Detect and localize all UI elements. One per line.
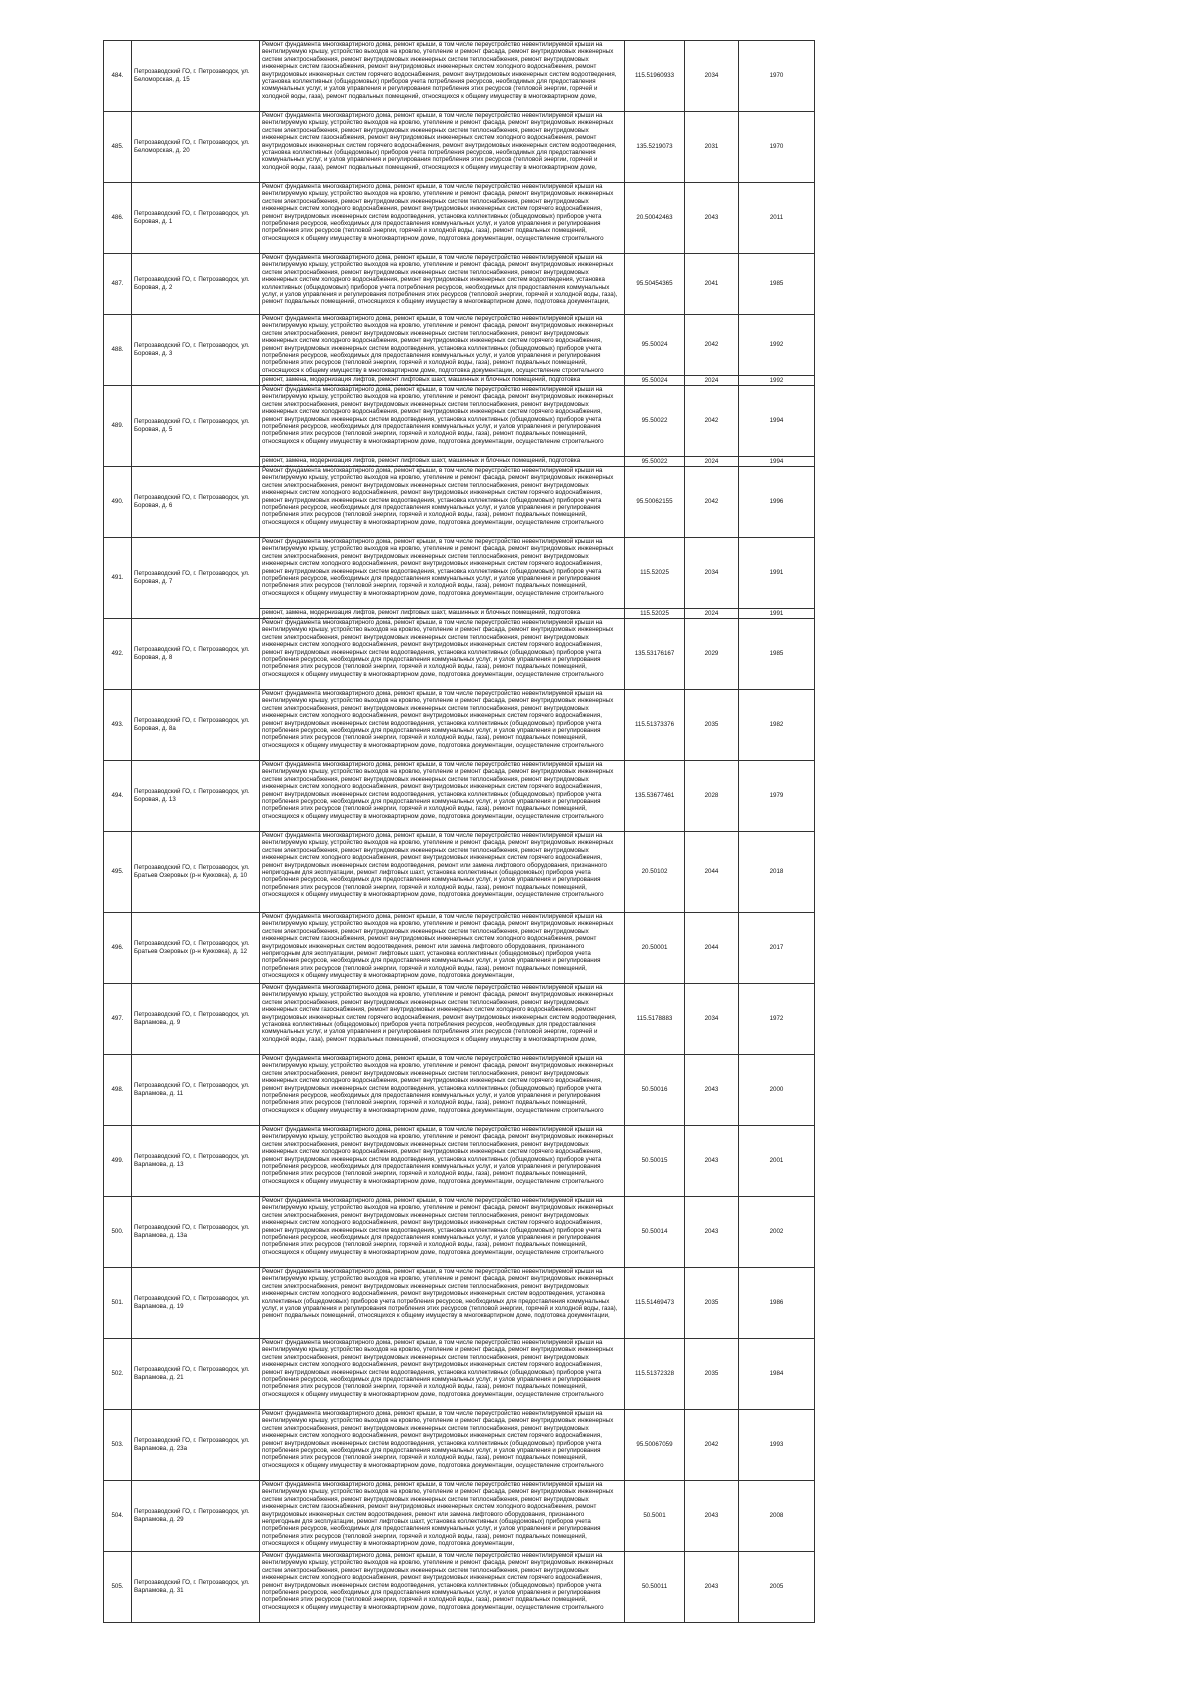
cost-cell: 115.51960933 — [625, 41, 685, 112]
planned-year-cell: 2043 — [685, 1055, 739, 1126]
work-description-cell — [260, 112, 625, 183]
work-description-text: Ремонт фундамента многоквартирного дома, ремонт крыши, в том числе переустройство невентилируемой крыши на вентилируемую крышу, устройство выходов на кровлю, утепление и ремонт фасада, ремонт внутридомовых инженерных систем электроснабжения, ремонт внутридомовых инженерных систем теплоснабжения, ремонт внутридомовых инженерных систем газоснабжения, ремонт внутридомовых инженерных систем холодного водоснабжения, ремонт внутридомовых инженерных систем горячего водоснабжения, ремонт внутридомовых инженерных систем водоотведения, установка коллективных (общедомовых) приборов учета потребления ресурсов, необходимых для предоставления коммунальных услуг, и узлов управления и регулирования потребления этих ресурсов (тепловой энергии, горячей и холодной воды, газа), ремонт подвальных помещений, относящихся к общему имуществу в многоквартирном доме, — [262, 112, 617, 171]
row-number: 492. — [104, 619, 132, 690]
planned-year-cell: 2034 — [685, 538, 739, 609]
work-description-text: Ремонт фундамента многоквартирного дома, ремонт крыши, в том числе переустройство невентилируемой крыши на вентилируемую крышу, устройство выходов на кровлю, утепление и ремонт фасада, ремонт внутридомовых инженерных систем электроснабжения, ремонт внутридомовых инженерных систем теплоснабжения, ремонт внутридомовых инженерных систем холодного водоснабжения, ремонт внутридомовых инженерных систем водоотведения, установка коллективных (общедомовых) приборов учета потребления ресурсов, необходимых для предоставления коммунальных услуг, и узлов управления и регулирования потребления этих ресурсов (тепловой энергии, горячей и холодной воды, газа), ремонт подвальных помещений, относящихся к общему имуществу в многоквартирном доме, подготовка документации, — [262, 1268, 618, 1320]
build-year-cell: 2005 — [739, 1552, 815, 1623]
work-description-cell — [260, 315, 625, 376]
cost-cell: 50.50014 — [625, 1197, 685, 1268]
cost-cell: 115.52025 — [625, 609, 685, 619]
row-number: 502. — [104, 1339, 132, 1410]
cost-cell: 115.5178883 — [625, 984, 685, 1055]
work-description-text: Ремонт фундамента многоквартирного дома, ремонт крыши, в том числе переустройство невентилируемой крыши на вентилируемую крышу, устройство выходов на кровлю, утепление и ремонт фасада, ремонт внутридомовых инженерных систем электроснабжения, ремонт внутридомовых инженерных систем теплоснабжения, ремонт внутридомовых инженерных систем холодного водоснабжения, ремонт внутридомовых инженерных систем горячего водоснабжения, ремонт внутридомовых инженерных систем водоотведения, установка коллективных (общедомовых) приборов учета потребления ресурсов, необходимых для предоставления коммунальных услуг, и узлов управления и регулирования потребления этих ресурсов (тепловой энергии, горячей и холодной воды, газа), ремонт подвальных помещений, относящихся к общему имуществу в многоквартирном доме, подготовка документации, осуществление строительного — [262, 315, 614, 374]
address-cell: Петрозаводский ГО, г. Петрозаводск, ул. Боровая, д. 3 — [132, 315, 260, 386]
build-year-cell: 1991 — [739, 538, 815, 609]
build-year-cell: 2001 — [739, 1126, 815, 1197]
build-year-cell: 1992 — [739, 376, 815, 386]
work-description-text: Ремонт фундамента многоквартирного дома, ремонт крыши, в том числе переустройство невентилируемой крыши на вентилируемую крышу, устройство выходов на кровлю, утепление и ремонт фасада, ремонт внутридомовых инженерных систем электроснабжения, ремонт внутридомовых инженерных систем теплоснабжения, ремонт внутридомовых инженерных систем холодного водоснабжения, ремонт внутридомовых инженерных систем горячего водоснабжения, ремонт внутридомовых инженерных систем водоотведения, ремонт или замена лифтового оборудования, признанного непригодным для эксплуатации, ремонт лифтовых шахт, установка коллективных (общедомовых) приборов учета потребления ресурсов, необходимых для предоставления коммунальных услуг, и узлов управления и регулирования потребления этих ресурсов (тепловой энергии, горячей и холодной воды, газа), ремонт подвальных помещений, относящихся к общему имуществу в многоквартирном доме, подготовка документации, осуществление строительного — [262, 832, 614, 899]
work-description-cell — [260, 1268, 625, 1339]
table-row — [104, 1410, 815, 1481]
row-number: 503. — [104, 1410, 132, 1481]
work-description-text: Ремонт фундамента многоквартирного дома, ремонт крыши, в том числе переустройство невентилируемой крыши на вентилируемую крышу, устройство выходов на кровлю, утепление и ремонт фасада, ремонт внутридомовых инженерных систем электроснабжения, ремонт внутридомовых инженерных систем теплоснабжения, ремонт внутридомовых инженерных систем холодного водоснабжения, ремонт внутридомовых инженерных систем горячего водоснабжения, ремонт внутридомовых инженерных систем водоотведения, установка коллективных (общедомовых) приборов учета потребления ресурсов, необходимых для предоставления коммунальных услуг, и узлов управления и регулирования потребления этих ресурсов (тепловой энергии, горячей и холодной воды, газа), ремонт подвальных помещений, относящихся к общему имуществу в многоквартирном доме, подготовка документации, осуществление строительного — [262, 690, 614, 749]
row-number: 487. — [104, 254, 132, 315]
build-year-cell: 2018 — [739, 832, 815, 913]
planned-year-cell: 2034 — [685, 41, 739, 112]
row-number: 495. — [104, 832, 132, 913]
work-description-text: Ремонт фундамента многоквартирного дома, ремонт крыши, в том числе переустройство невентилируемой крыши на вентилируемую крышу, устройство выходов на кровлю, утепление и ремонт фасада, ремонт внутридомовых инженерных систем электроснабжения, ремонт внутридомовых инженерных систем теплоснабжения, ремонт внутридомовых инженерных систем холодного водоснабжения, ремонт внутридомовых инженерных систем горячего водоснабжения, ремонт внутридомовых инженерных систем водоотведения, установка коллективных (общедомовых) приборов учета потребления ресурсов, необходимых для предоставления коммунальных услуг, и узлов управления и регулирования потребления этих ресурсов (тепловой энергии, горячей и холодной воды, газа), ремонт подвальных помещений, относящихся к общему имуществу в многоквартирном доме, подготовка документации, осуществление строительного — [262, 1197, 614, 1256]
address-cell: Петрозаводский ГО, г. Петрозаводск, ул. Братьев Озеровых (р-н Кукковка), д. 10 — [132, 832, 260, 913]
table-row — [104, 1552, 815, 1623]
work-description-text: Ремонт фундамента многоквартирного дома, ремонт крыши, в том числе переустройство невентилируемой крыши на вентилируемую крышу, устройство выходов на кровлю, утепление и ремонт фасада, ремонт внутридомовых инженерных систем электроснабжения, ремонт внутридомовых инженерных систем теплоснабжения, ремонт внутридомовых инженерных систем холодного водоснабжения, ремонт внутридомовых инженерных систем горячего водоснабжения, ремонт внутридомовых инженерных систем водоотведения, установка коллективных (общедомовых) приборов учета потребления ресурсов, необходимых для предоставления коммунальных услуг, и узлов управления и регулирования потребления этих ресурсов (тепловой энергии, горячей и холодной воды, газа), ремонт подвальных помещений, относящихся к общему имуществу в многоквартирном доме, подготовка документации, осуществление строительного — [262, 386, 614, 445]
row-number: 489. — [104, 386, 132, 467]
address-cell: Петрозаводский ГО, г. Петрозаводск, ул. Братьев Озеровых (р-н Кукковка), д. 12 — [132, 913, 260, 984]
build-year-cell: 1985 — [739, 254, 815, 315]
planned-year-cell: 2043 — [685, 1126, 739, 1197]
address-cell: Петрозаводский ГО, г. Петрозаводск, ул. Варламова, д. 13 — [132, 1126, 260, 1197]
planned-year-cell: 2028 — [685, 761, 739, 832]
lift-work-cell — [260, 609, 625, 619]
address-cell: Петрозаводский ГО, г. Петрозаводск, ул. Боровая, д. 5 — [132, 386, 260, 467]
work-description-text: Ремонт фундамента многоквартирного дома, ремонт крыши, в том числе переустройство невентилируемой крыши на вентилируемую крышу, устройство выходов на кровлю, утепление и ремонт фасада, ремонт внутридомовых инженерных систем электроснабжения, ремонт внутридомовых инженерных систем теплоснабжения, ремонт внутридомовых инженерных систем газоснабжения, ремонт внутридомовых инженерных систем холодного водоснабжения, ремонт внутридомовых инженерных систем водоотведения, ремонт или замена лифтового оборудования, признанного непригодным для эксплуатации, ремонт лифтовых шахт, установка коллективных (общедомовых) приборов учета потребления ресурсов, необходимых для предоставления коммунальных услуг, и узлов управления и регулирования потребления этих ресурсов (тепловой энергии, горячей и холодной воды, газа), ремонт подвальных помещений, относящихся к общему имуществу в многоквартирном доме, подготовка документации, — [262, 913, 614, 980]
row-number: 494. — [104, 761, 132, 832]
address-cell: Петрозаводский ГО, г. Петрозаводск, ул. Варламова, д. 11 — [132, 1055, 260, 1126]
work-description-cell — [260, 984, 625, 1055]
planned-year-cell: 2043 — [685, 1197, 739, 1268]
cost-cell: 115.51372328 — [625, 1339, 685, 1410]
build-year-cell: 2000 — [739, 1055, 815, 1126]
cost-cell: 95.50022 — [625, 457, 685, 467]
work-description-cell — [260, 538, 625, 609]
cost-cell: 50.5001 — [625, 1481, 685, 1552]
table-row — [104, 913, 815, 984]
row-number: 484. — [104, 41, 132, 112]
lift-work-text: ремонт, замена, модернизация лифтов, ремонт лифтовых шахт, машинных и блочных помещений, подготовка — [262, 609, 581, 616]
cost-cell: 20.50102 — [625, 832, 685, 913]
cost-cell: 50.50016 — [625, 1055, 685, 1126]
work-description-text: Ремонт фундамента многоквартирного дома, ремонт крыши, в том числе переустройство невентилируемой крыши на вентилируемую крышу, устройство выходов на кровлю, утепление и ремонт фасада, ремонт внутридомовых инженерных систем электроснабжения, ремонт внутридомовых инженерных систем теплоснабжения, ремонт внутридомовых инженерных систем холодного водоснабжения, ремонт внутридомовых инженерных систем водоотведения, установка коллективных (общедомовых) приборов учета потребления ресурсов, необходимых для предоставления коммунальных услуг, и узлов управления и регулирования потребления этих ресурсов (тепловой энергии, горячей и холодной воды, газа), ремонт подвальных помещений, относящихся к общему имуществу в многоквартирном доме, подготовка документации, — [262, 254, 618, 306]
cost-cell: 20.50042463 — [625, 183, 685, 254]
build-year-cell: 1970 — [739, 112, 815, 183]
cost-cell: 20.50001 — [625, 913, 685, 984]
lift-work-cell — [260, 376, 625, 386]
work-description-cell — [260, 913, 625, 984]
row-number: 504. — [104, 1481, 132, 1552]
work-description-cell — [260, 467, 625, 538]
table-row — [104, 1339, 815, 1410]
address-cell: Петрозаводский ГО, г. Петрозаводск, ул. Варламова, д. 29 — [132, 1481, 260, 1552]
table-row — [104, 538, 815, 609]
planned-year-cell: 2044 — [685, 913, 739, 984]
row-number: 500. — [104, 1197, 132, 1268]
table-row — [104, 1268, 815, 1339]
planned-year-cell: 2029 — [685, 619, 739, 690]
planned-year-cell: 2042 — [685, 467, 739, 538]
planned-year-cell: 2042 — [685, 1410, 739, 1481]
cost-cell: 50.50015 — [625, 1126, 685, 1197]
works-table — [103, 40, 815, 1623]
planned-year-cell: 2042 — [685, 315, 739, 376]
table-body — [104, 41, 815, 1623]
cost-cell: 95.50067059 — [625, 1410, 685, 1481]
table-row — [104, 183, 815, 254]
table-row — [104, 1197, 815, 1268]
build-year-cell: 1970 — [739, 41, 815, 112]
address-cell: Петрозаводский ГО, г. Петрозаводск, ул. Боровая, д. 8 — [132, 619, 260, 690]
work-description-cell — [260, 761, 625, 832]
work-description-cell — [260, 1339, 625, 1410]
work-description-cell — [260, 1055, 625, 1126]
row-number: 496. — [104, 913, 132, 984]
table-row — [104, 386, 815, 457]
row-number: 485. — [104, 112, 132, 183]
row-number: 498. — [104, 1055, 132, 1126]
table-row — [104, 315, 815, 376]
table-row — [104, 1055, 815, 1126]
row-number: 501. — [104, 1268, 132, 1339]
table-row — [104, 1126, 815, 1197]
work-description-text: Ремонт фундамента многоквартирного дома, ремонт крыши, в том числе переустройство невентилируемой крыши на вентилируемую крышу, устройство выходов на кровлю, утепление и ремонт фасада, ремонт внутридомовых инженерных систем электроснабжения, ремонт внутридомовых инженерных систем теплоснабжения, ремонт внутридомовых инженерных систем холодного водоснабжения, ремонт внутридомовых инженерных систем горячего водоснабжения, ремонт внутридомовых инженерных систем водоотведения, установка коллективных (общедомовых) приборов учета потребления ресурсов, необходимых для предоставления коммунальных услуг, и узлов управления и регулирования потребления этих ресурсов (тепловой энергии, горячей и холодной воды, газа), ремонт подвальных помещений, относящихся к общему имуществу в многоквартирном доме, подготовка документации, осуществление строительного — [262, 1126, 614, 1185]
cost-cell: 115.52025 — [625, 538, 685, 609]
table-row — [104, 112, 815, 183]
build-year-cell: 1985 — [739, 619, 815, 690]
lift-work-text: ремонт, замена, модернизация лифтов, ремонт лифтовых шахт, машинных и блочных помещений, подготовка — [262, 457, 581, 464]
table-row — [104, 467, 815, 538]
work-description-text: Ремонт фундамента многоквартирного дома, ремонт крыши, в том числе переустройство невентилируемой крыши на вентилируемую крышу, устройство выходов на кровлю, утепление и ремонт фасада, ремонт внутридомовых инженерных систем электроснабжения, ремонт внутридомовых инженерных систем теплоснабжения, ремонт внутридомовых инженерных систем холодного водоснабжения, ремонт внутридомовых инженерных систем горячего водоснабжения, ремонт внутридомовых инженерных систем водоотведения, установка коллективных (общедомовых) приборов учета потребления ресурсов, необходимых для предоставления коммунальных услуг, и узлов управления и регулирования потребления этих ресурсов (тепловой энергии, горячей и холодной воды, газа), ремонт подвальных помещений, относящихся к общему имуществу в многоквартирном доме, подготовка документации, осуществление строительного — [262, 1552, 614, 1611]
build-year-cell: 1994 — [739, 457, 815, 467]
address-cell: Петрозаводский ГО, г. Петрозаводск, ул. Варламова, д. 23а — [132, 1410, 260, 1481]
cost-cell: 95.50024 — [625, 376, 685, 386]
cost-cell: 50.50011 — [625, 1552, 685, 1623]
planned-year-cell: 2035 — [685, 1268, 739, 1339]
planned-year-cell: 2035 — [685, 690, 739, 761]
cost-cell: 95.50454365 — [625, 254, 685, 315]
planned-year-cell: 2031 — [685, 112, 739, 183]
table-row — [104, 1481, 815, 1552]
build-year-cell: 1993 — [739, 1410, 815, 1481]
address-cell: Петрозаводский ГО, г. Петрозаводск, ул. Боровая, д. 13 — [132, 761, 260, 832]
row-number: 491. — [104, 538, 132, 619]
planned-year-cell: 2043 — [685, 1552, 739, 1623]
build-year-cell: 2002 — [739, 1197, 815, 1268]
work-description-cell — [260, 1481, 625, 1552]
row-number: 486. — [104, 183, 132, 254]
address-cell: Петрозаводский ГО, г. Петрозаводск, ул. Беломорская, д. 15 — [132, 41, 260, 112]
work-description-cell — [260, 1126, 625, 1197]
address-cell: Петрозаводский ГО, г. Петрозаводск, ул. Боровая, д. 2 — [132, 254, 260, 315]
work-description-cell — [260, 386, 625, 457]
work-description-cell — [260, 41, 625, 112]
row-number: 488. — [104, 315, 132, 386]
row-number: 499. — [104, 1126, 132, 1197]
build-year-cell: 2017 — [739, 913, 815, 984]
planned-year-cell: 2042 — [685, 386, 739, 457]
table-row — [104, 761, 815, 832]
address-cell: Петрозаводский ГО, г. Петрозаводск, ул. Варламова, д. 9 — [132, 984, 260, 1055]
address-cell: Петрозаводский ГО, г. Петрозаводск, ул. Варламова, д. 13а — [132, 1197, 260, 1268]
work-description-text: Ремонт фундамента многоквартирного дома, ремонт крыши, в том числе переустройство невентилируемой крыши на вентилируемую крышу, устройство выходов на кровлю, утепление и ремонт фасада, ремонт внутридомовых инженерных систем электроснабжения, ремонт внутридомовых инженерных систем теплоснабжения, ремонт внутридомовых инженерных систем холодного водоснабжения, ремонт внутридомовых инженерных систем горячего водоснабжения, ремонт внутридомовых инженерных систем водоотведения, установка коллективных (общедомовых) приборов учета потребления ресурсов, необходимых для предоставления коммунальных услуг, и узлов управления и регулирования потребления этих ресурсов (тепловой энергии, горячей и холодной воды, газа), ремонт подвальных помещений, относящихся к общему имуществу в многоквартирном доме, подготовка документации, осуществление строительного — [262, 183, 614, 242]
table-row — [104, 41, 815, 112]
build-year-cell: 2008 — [739, 1481, 815, 1552]
row-number: 493. — [104, 690, 132, 761]
work-description-text: Ремонт фундамента многоквартирного дома, ремонт крыши, в том числе переустройство невентилируемой крыши на вентилируемую крышу, устройство выходов на кровлю, утепление и ремонт фасада, ремонт внутридомовых инженерных систем электроснабжения, ремонт внутридомовых инженерных систем теплоснабжения, ремонт внутридомовых инженерных систем холодного водоснабжения, ремонт внутридомовых инженерных систем горячего водоснабжения, ремонт внутридомовых инженерных систем водоотведения, установка коллективных (общедомовых) приборов учета потребления ресурсов, необходимых для предоставления коммунальных услуг, и узлов управления и регулирования потребления этих ресурсов (тепловой энергии, горячей и холодной воды, газа), ремонт подвальных помещений, относящихся к общему имуществу в многоквартирном доме, подготовка документации, осуществление строительного — [262, 1410, 614, 1469]
row-number: 505. — [104, 1552, 132, 1623]
cost-cell: 115.51469473 — [625, 1268, 685, 1339]
address-cell: Петрозаводский ГО, г. Петрозаводск, ул. Варламова, д. 21 — [132, 1339, 260, 1410]
table-row — [104, 984, 815, 1055]
lift-work-cell — [260, 457, 625, 467]
planned-year-cell: 2044 — [685, 832, 739, 913]
planned-year-cell: 2043 — [685, 183, 739, 254]
planned-year-cell: 2024 — [685, 376, 739, 386]
cost-cell: 95.50024 — [625, 315, 685, 376]
build-year-cell: 1979 — [739, 761, 815, 832]
address-cell: Петрозаводский ГО, г. Петрозаводск, ул. Боровая, д. 8а — [132, 690, 260, 761]
work-description-text: Ремонт фундамента многоквартирного дома, ремонт крыши, в том числе переустройство невентилируемой крыши на вентилируемую крышу, устройство выходов на кровлю, утепление и ремонт фасада, ремонт внутридомовых инженерных систем электроснабжения, ремонт внутридомовых инженерных систем теплоснабжения, ремонт внутридомовых инженерных систем холодного водоснабжения, ремонт внутридомовых инженерных систем горячего водоснабжения, ремонт внутридомовых инженерных систем водоотведения, установка коллективных (общедомовых) приборов учета потребления ресурсов, необходимых для предоставления коммунальных услуг, и узлов управления и регулирования потребления этих ресурсов (тепловой энергии, горячей и холодной воды, газа), ремонт подвальных помещений, относящихся к общему имуществу в многоквартирном доме, подготовка документации, осуществление строительного — [262, 1055, 614, 1114]
address-cell: Петрозаводский ГО, г. Петрозаводск, ул. Беломорская, д. 20 — [132, 112, 260, 183]
row-number: 490. — [104, 467, 132, 538]
build-year-cell: 1972 — [739, 984, 815, 1055]
address-cell: Петрозаводский ГО, г. Петрозаводск, ул. Боровая, д. 6 — [132, 467, 260, 538]
planned-year-cell: 2024 — [685, 609, 739, 619]
table-row — [104, 619, 815, 690]
work-description-cell — [260, 832, 625, 913]
build-year-cell: 1984 — [739, 1339, 815, 1410]
build-year-cell: 1986 — [739, 1268, 815, 1339]
address-cell: Петрозаводский ГО, г. Петрозаводск, ул. Боровая, д. 7 — [132, 538, 260, 619]
work-description-cell — [260, 183, 625, 254]
table-row — [104, 690, 815, 761]
cost-cell: 115.51373376 — [625, 690, 685, 761]
lift-work-text: ремонт, замена, модернизация лифтов, ремонт лифтовых шахт, машинных и блочных помещений, подготовка — [262, 376, 581, 383]
build-year-cell: 1991 — [739, 609, 815, 619]
address-cell: Петрозаводский ГО, г. Петрозаводск, ул. Боровая, д. 1 — [132, 183, 260, 254]
build-year-cell: 1982 — [739, 690, 815, 761]
build-year-cell: 1996 — [739, 467, 815, 538]
build-year-cell: 1992 — [739, 315, 815, 376]
table-row — [104, 832, 815, 913]
work-description-text: Ремонт фундамента многоквартирного дома, ремонт крыши, в том числе переустройство невентилируемой крыши на вентилируемую крышу, устройство выходов на кровлю, утепление и ремонт фасада, ремонт внутридомовых инженерных систем электроснабжения, ремонт внутридомовых инженерных систем теплоснабжения, ремонт внутридомовых инженерных систем холодного водоснабжения, ремонт внутридомовых инженерных систем горячего водоснабжения, ремонт внутридомовых инженерных систем водоотведения, установка коллективных (общедомовых) приборов учета потребления ресурсов, необходимых для предоставления коммунальных услуг, и узлов управления и регулирования потребления этих ресурсов (тепловой энергии, горячей и холодной воды, газа), ремонт подвальных помещений, относящихся к общему имуществу в многоквартирном доме, подготовка документации, осуществление строительного — [262, 761, 614, 820]
work-description-text: Ремонт фундамента многоквартирного дома, ремонт крыши, в том числе переустройство невентилируемой крыши на вентилируемую крышу, устройство выходов на кровлю, утепление и ремонт фасада, ремонт внутридомовых инженерных систем электроснабжения, ремонт внутридомовых инженерных систем теплоснабжения, ремонт внутридомовых инженерных систем холодного водоснабжения, ремонт внутридомовых инженерных систем горячего водоснабжения, ремонт внутридомовых инженерных систем водоотведения, установка коллективных (общедомовых) приборов учета потребления ресурсов, необходимых для предоставления коммунальных услуг, и узлов управления и регулирования потребления этих ресурсов (тепловой энергии, горячей и холодной воды, газа), ремонт подвальных помещений, относящихся к общему имуществу в многоквартирном доме, подготовка документации, осуществление строительного — [262, 1339, 614, 1398]
planned-year-cell: 2034 — [685, 984, 739, 1055]
address-cell: Петрозаводский ГО, г. Петрозаводск, ул. Варламова, д. 19 — [132, 1268, 260, 1339]
cost-cell: 135.53677461 — [625, 761, 685, 832]
work-description-text: Ремонт фундамента многоквартирного дома, ремонт крыши, в том числе переустройство невентилируемой крыши на вентилируемую крышу, устройство выходов на кровлю, утепление и ремонт фасада, ремонт внутридомовых инженерных систем электроснабжения, ремонт внутридомовых инженерных систем теплоснабжения, ремонт внутридомовых инженерных систем газоснабжения, ремонт внутридомовых инженерных систем холодного водоснабжения, ремонт внутридомовых инженерных систем горячего водоснабжения, ремонт внутридомовых инженерных систем водоотведения, установка коллективных (общедомовых) приборов учета потребления ресурсов, необходимых для предоставления коммунальных услуг, и узлов управления и регулирования потребления этих ресурсов (тепловой энергии, горячей и холодной воды, газа), ремонт подвальных помещений, относящихся к общему имуществу в многоквартирном доме, — [262, 984, 617, 1043]
work-description-cell — [260, 690, 625, 761]
cost-cell: 135.5219073 — [625, 112, 685, 183]
planned-year-cell: 2041 — [685, 254, 739, 315]
row-number: 497. — [104, 984, 132, 1055]
work-description-cell — [260, 619, 625, 690]
work-description-text: Ремонт фундамента многоквартирного дома, ремонт крыши, в том числе переустройство невентилируемой крыши на вентилируемую крышу, устройство выходов на кровлю, утепление и ремонт фасада, ремонт внутридомовых инженерных систем электроснабжения, ремонт внутридомовых инженерных систем теплоснабжения, ремонт внутридомовых инженерных систем холодного водоснабжения, ремонт внутридомовых инженерных систем горячего водоснабжения, ремонт внутридомовых инженерных систем водоотведения, установка коллективных (общедомовых) приборов учета потребления ресурсов, необходимых для предоставления коммунальных услуг, и узлов управления и регулирования потребления этих ресурсов (тепловой энергии, горячей и холодной воды, газа), ремонт подвальных помещений, относящихся к общему имуществу в многоквартирном доме, подготовка документации, осуществление строительного — [262, 467, 614, 526]
work-description-cell — [260, 1552, 625, 1623]
build-year-cell: 1994 — [739, 386, 815, 457]
cost-cell: 95.50022 — [625, 386, 685, 457]
work-description-text: Ремонт фундамента многоквартирного дома, ремонт крыши, в том числе переустройство невентилируемой крыши на вентилируемую крышу, устройство выходов на кровлю, утепление и ремонт фасада, ремонт внутридомовых инженерных систем электроснабжения, ремонт внутридомовых инженерных систем теплоснабжения, ремонт внутридомовых инженерных систем холодного водоснабжения, ремонт внутридомовых инженерных систем горячего водоснабжения, ремонт внутридомовых инженерных систем водоотведения, установка коллективных (общедомовых) приборов учета потребления ресурсов, необходимых для предоставления коммунальных услуг, и узлов управления и регулирования потребления этих ресурсов (тепловой энергии, горячей и холодной воды, газа), ремонт подвальных помещений, относящихся к общему имуществу в многоквартирном доме, подготовка документации, осуществление строительного — [262, 538, 614, 597]
cost-cell: 135.53176167 — [625, 619, 685, 690]
work-description-text: Ремонт фундамента многоквартирного дома, ремонт крыши, в том числе переустройство невентилируемой крыши на вентилируемую крышу, устройство выходов на кровлю, утепление и ремонт фасада, ремонт внутридомовых инженерных систем электроснабжения, ремонт внутридомовых инженерных систем теплоснабжения, ремонт внутридомовых инженерных систем газоснабжения, ремонт внутридомовых инженерных систем холодного водоснабжения, ремонт внутридомовых инженерных систем водоотведения, ремонт или замена лифтового оборудования, признанного непригодным для эксплуатации, ремонт лифтовых шахт, установка коллективных (общедомовых) приборов учета потребления ресурсов, необходимых для предоставления коммунальных услуг, и узлов управления и регулирования потребления этих ресурсов (тепловой энергии, горячей и холодной воды, газа), ремонт подвальных помещений, относящихся к общему имуществу в многоквартирном доме, подготовка документации, — [262, 1481, 614, 1548]
work-description-text: Ремонт фундамента многоквартирного дома, ремонт крыши, в том числе переустройство невентилируемой крыши на вентилируемую крышу, устройство выходов на кровлю, утепление и ремонт фасада, ремонт внутридомовых инженерных систем электроснабжения, ремонт внутридомовых инженерных систем теплоснабжения, ремонт внутридомовых инженерных систем газоснабжения, ремонт внутридомовых инженерных систем холодного водоснабжения, ремонт внутридомовых инженерных систем горячего водоснабжения, ремонт внутридомовых инженерных систем водоотведения, установка коллективных (общедомовых) приборов учета потребления ресурсов, необходимых для предоставления коммунальных услуг, и узлов управления и регулирования потребления этих ресурсов (тепловой энергии, горячей и холодной воды, газа), ремонт подвальных помещений, относящихся к общему имуществу в многоквартирном доме, — [262, 41, 617, 100]
build-year-cell: 2011 — [739, 183, 815, 254]
planned-year-cell: 2024 — [685, 457, 739, 467]
work-description-cell — [260, 254, 625, 315]
planned-year-cell: 2035 — [685, 1339, 739, 1410]
cost-cell: 95.50062155 — [625, 467, 685, 538]
planned-year-cell: 2043 — [685, 1481, 739, 1552]
work-description-cell — [260, 1410, 625, 1481]
table-row — [104, 254, 815, 315]
address-cell: Петрозаводский ГО, г. Петрозаводск, ул. Варламова, д. 31 — [132, 1552, 260, 1623]
work-description-cell — [260, 1197, 625, 1268]
work-description-text: Ремонт фундамента многоквартирного дома, ремонт крыши, в том числе переустройство невентилируемой крыши на вентилируемую крышу, устройство выходов на кровлю, утепление и ремонт фасада, ремонт внутридомовых инженерных систем электроснабжения, ремонт внутридомовых инженерных систем теплоснабжения, ремонт внутридомовых инженерных систем холодного водоснабжения, ремонт внутридомовых инженерных систем горячего водоснабжения, ремонт внутридомовых инженерных систем водоотведения, установка коллективных (общедомовых) приборов учета потребления ресурсов, необходимых для предоставления коммунальных услуг, и узлов управления и регулирования потребления этих ресурсов (тепловой энергии, горячей и холодной воды, газа), ремонт подвальных помещений, относящихся к общему имуществу в многоквартирном доме, подготовка документации, осуществление строительного — [262, 619, 614, 678]
